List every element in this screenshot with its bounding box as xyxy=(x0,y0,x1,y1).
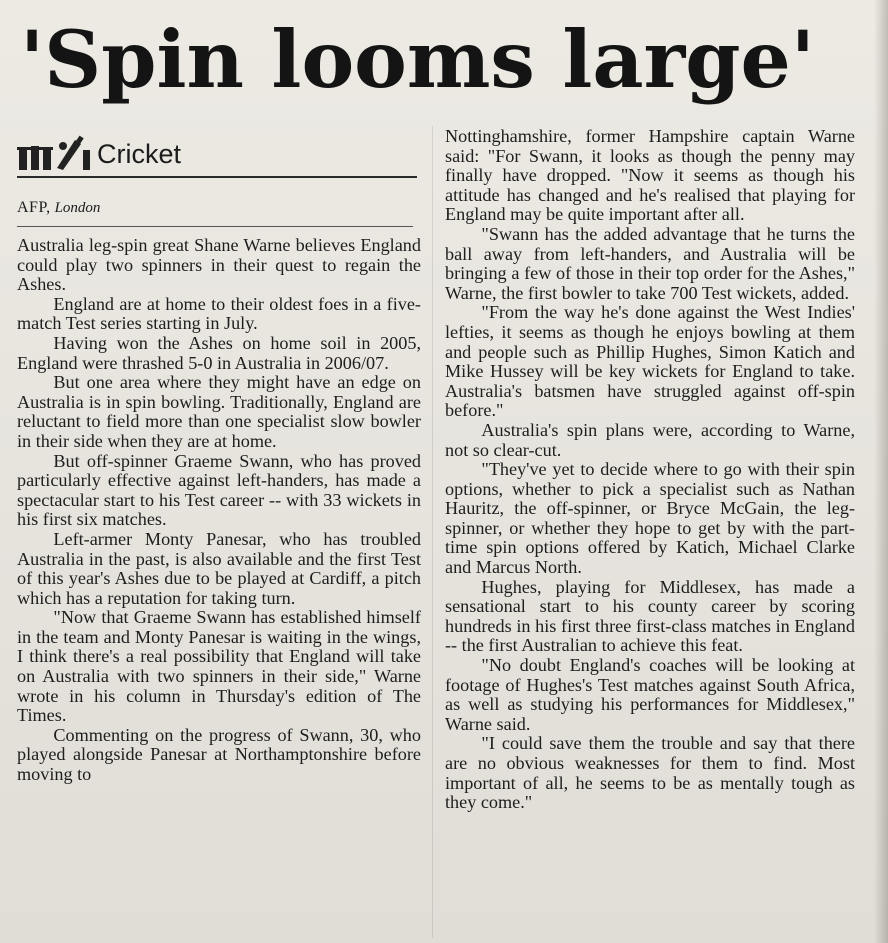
paragraph: Hughes, playing for Middlesex, has made a sensational start to his county career by scoring hundreds in his first three first-class matches in England -- the first Australian to achieve this feat. xyxy=(445,576,855,656)
cricket-stumps-bat-icon xyxy=(17,134,93,172)
article-column-right xyxy=(445,127,855,813)
article-column-left xyxy=(17,236,421,785)
paragraph: Nottinghamshire, former Hampshire captain Warne said: "For Swann, it looks as though the penny may finally have dropped. "Now it seems as though his attitude has changed and he's realised that playing for England may be quite important after all. xyxy=(445,126,855,225)
paragraph: "I could save them the trouble and say that there are no obvious weaknesses for them to find. Most important of all, he seems to be as mentally tough as they come." xyxy=(445,733,855,813)
paragraph: Australia's spin plans were, according to Warne, not so clear-cut. xyxy=(445,419,855,460)
section-header xyxy=(17,126,417,178)
paragraph: But off-spinner Graeme Swann, who has proved particularly effective against left-handers, has made a spectacular start to his Test career -- with 33 wickets in his first six matches. xyxy=(17,450,421,530)
paragraph: Australia leg-spin great Shane Warne believes England could play two spinners in their quest to regain the Ashes. xyxy=(17,235,421,295)
column-divider xyxy=(432,126,433,938)
paragraph: "Swann has the added advantage that he turns the ball away from left-handers, and Australia will be bringing a few of those in their top order for the Ashes," Warne, the first bowler to take 700 Test wickets, added. xyxy=(445,223,855,303)
byline xyxy=(17,196,413,227)
headline: 'Spin looms large' xyxy=(20,13,815,106)
byline-agency: AFP, xyxy=(17,199,51,216)
paragraph: Left-armer Monty Panesar, who has troubled Australia in the past, is also available and the first Test of this year's Ashes due to be played at Cardiff, a pitch which has a reputation for taking turn. xyxy=(17,528,421,608)
byline-place: London xyxy=(54,200,101,216)
paragraph: But one area where they might have an edge on Australia is in spin bowling. Traditionally, England are reluctant to field more than one specialist slow bowler in their side when they are at home. xyxy=(17,372,421,451)
paragraph: "Now that Graeme Swann has established himself in the team and Monty Panesar is waiting in the wings, I think there's a real possibility that England will take on Australia with two spinners in their side," Warne wrote in his column in Thursday's edition of The Times. xyxy=(17,607,421,726)
paragraph: "No doubt England's coaches will be looking at footage of Hughes's Test matches against South Africa, as well as studying his performances for Middlesex," Warne said. xyxy=(445,655,855,734)
paragraph: "From the way he's done against the West Indies' lefties, it seems as though he enjoys bowling at them and people such as Phillip Hughes, Simon Katich and Mike Hussey will be key wickets for England to take. Australia's batsmen have struggled against off-spin before." xyxy=(445,302,855,421)
paragraph: "They've yet to decide where to go with their spin options, whether to pick a specialist such as Nathan Hauritz, the off-spinner, or Bryce McGain, the leg-spinner, or whether they hope to get by with the part-time spin options offered by Katich, Michael Clarke and Marcus North. xyxy=(445,459,855,578)
paper-edge-shadow xyxy=(874,0,888,943)
paragraph: England are at home to their oldest foes in a five-match Test series starting in July. xyxy=(17,293,421,334)
section-label: Cricket xyxy=(97,139,182,169)
paragraph: Having won the Ashes on home soil in 2005, England were thrashed 5-0 in Australia in 2006/07. xyxy=(17,332,421,373)
paragraph: Commenting on the progress of Swann, 30, who played alongside Panesar at Northamptonshire before moving to xyxy=(17,724,421,785)
